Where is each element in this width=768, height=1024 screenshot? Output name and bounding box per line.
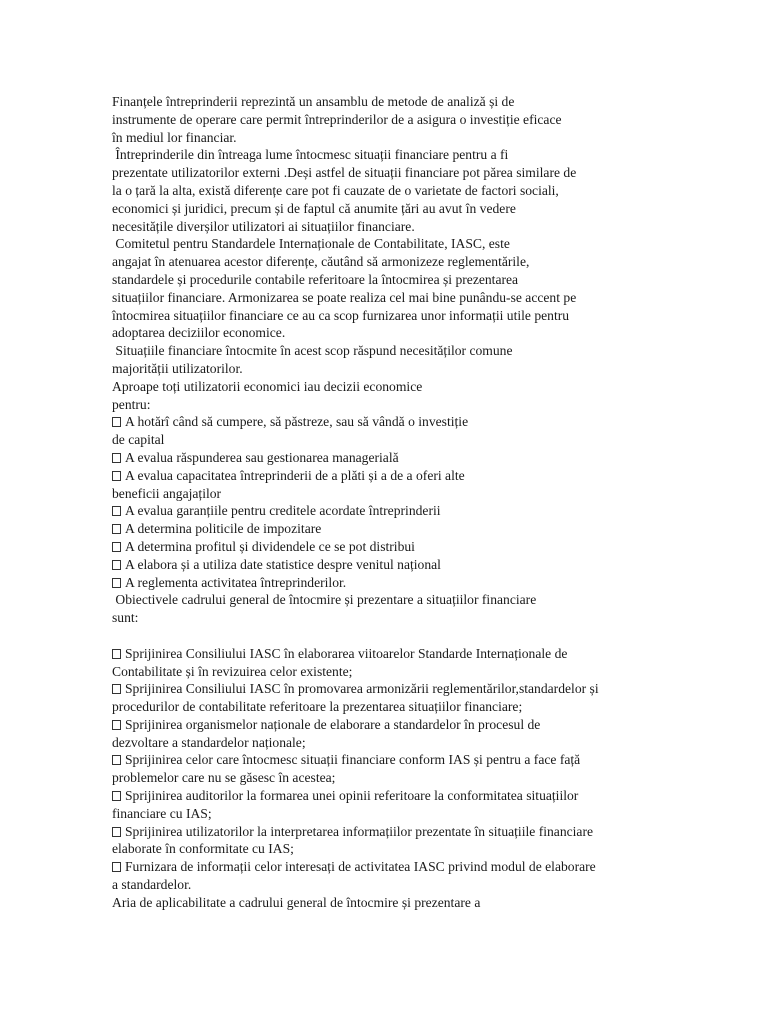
line-text: A evalua garanțiile pentru creditele acordate întreprinderii: [125, 503, 441, 519]
text-line: [112, 342, 632, 360]
text-line: [112, 894, 632, 912]
line-text: la o țară la alta, există diferențe care pot fi cauzate de o varietate de factori sociali,: [112, 182, 559, 198]
line-text: Comitetul pentru Standardele Internaționale de Contabilitate, IASC, este: [112, 236, 510, 252]
text-line: [112, 485, 632, 503]
line-text: situațiilor financiare. Armonizarea se poate realiza cel mai bine punându-se accent pe: [112, 289, 577, 305]
line-text: A evalua răspunderea sau gestionarea managerială: [125, 449, 399, 465]
bullet-line: [112, 449, 632, 467]
bullet-line: [112, 751, 632, 769]
bullet-box-icon: [112, 524, 121, 534]
bullet-box-icon: [112, 827, 121, 837]
line-text: Situațiile financiare întocmite în acest scop răspund necesităților comune: [112, 343, 513, 359]
blank-line: [112, 627, 632, 645]
bullet-box-icon: [112, 542, 121, 552]
line-text: angajat în atenuarea acestor diferențe, căutând să armonizeze reglementările,: [112, 254, 530, 270]
line-text: Sprijinirea auditorilor la formarea unei opinii referitoare la conformitatea situațiilor: [125, 788, 579, 804]
text-line: [112, 840, 632, 858]
bullet-line: [112, 413, 632, 431]
bullet-box-icon: [112, 684, 121, 694]
text-line: [112, 182, 632, 200]
document-body: [112, 93, 632, 912]
line-text: a standardelor.: [112, 877, 192, 893]
bullet-box-icon: [112, 720, 121, 730]
line-text: Sprijinirea utilizatorilor la interpretarea informațiilor prezentate în situațiile financiare: [125, 823, 594, 839]
line-text: majorității utilizatorilor.: [112, 360, 243, 376]
text-line: [112, 663, 632, 681]
bullet-box-icon: [112, 862, 121, 872]
line-text: prezentate utilizatorilor externi .Deși astfel de situații financiare pot părea similare de: [112, 165, 577, 181]
text-line: [112, 129, 632, 147]
line-text: standardele și procedurile contabile referitoare la întocmirea și prezentarea: [112, 271, 519, 287]
text-line: [112, 200, 632, 218]
text-line: [112, 876, 632, 894]
text-line: [112, 253, 632, 271]
bullet-box-icon: [112, 506, 121, 516]
line-text: Obiectivele cadrului general de întocmire și prezentare a situațiilor financiare: [112, 592, 537, 608]
line-text: elaborate în conformitate cu IAS;: [112, 841, 294, 857]
bullet-box-icon: [112, 417, 121, 427]
line-text: Contabilitate și în revizuirea celor existente;: [112, 663, 353, 679]
line-text: Întreprinderile din întreaga lume întocmesc situații financiare pentru a fi: [112, 147, 509, 163]
line-text: sunt:: [112, 610, 139, 626]
text-line: [112, 734, 632, 752]
bullet-box-icon: [112, 560, 121, 570]
line-text: în mediul lor financiar.: [112, 129, 237, 145]
line-text: A hotărî când să cumpere, să păstreze, sau să vândă o investiție: [125, 414, 469, 430]
text-line: [112, 431, 632, 449]
line-text: Finanțele întreprinderii reprezintă un ansamblu de metode de analiză și de: [112, 94, 515, 109]
text-line: [112, 307, 632, 325]
line-text: A reglementa activitatea întreprinderilor.: [125, 574, 347, 590]
line-text: necesitățile diverșilor utilizatori ai situațiilor financiare.: [112, 218, 415, 234]
text-line: [112, 289, 632, 307]
line-text: întocmirea situațiilor financiare ce au ca scop furnizarea unor informații utile pentru: [112, 307, 570, 323]
line-text: A determina profitul și dividendele ce se pot distribui: [125, 538, 415, 554]
bullet-line: [112, 823, 632, 841]
bullet-line: [112, 680, 632, 698]
bullet-box-icon: [112, 791, 121, 801]
line-text: problemelor care nu se găsesc în acestea;: [112, 770, 336, 786]
bullet-line: [112, 556, 632, 574]
line-text: pentru:: [112, 396, 151, 412]
bullet-box-icon: [112, 578, 121, 588]
line-text: A evalua capacitatea întreprinderii de a plăti și a de a oferi alte: [125, 467, 465, 483]
bullet-line: [112, 858, 632, 876]
text-line: [112, 360, 632, 378]
line-text: instrumente de operare care permit întreprinderilor de a asigura o investiție eficace: [112, 111, 562, 127]
text-line: [112, 324, 632, 342]
line-text: beneficii angajaților: [112, 485, 222, 501]
bullet-box-icon: [112, 755, 121, 765]
text-line: [112, 591, 632, 609]
line-text: de capital: [112, 432, 165, 448]
line-text: A determina politicile de impozitare: [125, 521, 322, 537]
text-line: [112, 698, 632, 716]
text-line: [112, 271, 632, 289]
text-line: [112, 218, 632, 236]
bullet-line: [112, 716, 632, 734]
text-line: [112, 609, 632, 627]
text-line: [112, 396, 632, 414]
line-text: Furnizara de informații celor interesați de activitatea IASC privind modul de elaborare: [125, 859, 596, 875]
text-line: [112, 805, 632, 823]
bullet-line: [112, 467, 632, 485]
line-text: adoptarea deciziilor economice.: [112, 325, 286, 341]
bullet-line: [112, 645, 632, 663]
line-text: financiare cu IAS;: [112, 805, 212, 821]
line-text: A elabora și a utiliza date statistice despre venitul național: [125, 556, 441, 572]
line-text: Sprijinirea celor care întocmesc situații financiare conform IAS și pentru a face față: [125, 752, 581, 768]
text-line: [112, 378, 632, 396]
bullet-box-icon: [112, 471, 121, 481]
bullet-box-icon: [112, 453, 121, 463]
text-line: [112, 235, 632, 253]
bullet-line: [112, 538, 632, 556]
text-line: [112, 111, 632, 129]
line-text: Sprijinirea organismelor naționale de elaborare a standardelor în procesul de: [125, 716, 541, 732]
line-text: Sprijinirea Consiliului IASC în elaborarea viitoarelor Standarde Internaționale de: [125, 645, 568, 661]
line-text: economici și juridici, precum și de faptul că anumite țări au avut în vedere: [112, 200, 516, 216]
bullet-line: [112, 574, 632, 592]
line-text: procedurilor de contabilitate referitoare la prezentarea situațiilor financiare;: [112, 699, 523, 715]
bullet-line: [112, 502, 632, 520]
line-text: dezvoltare a standardelor naționale;: [112, 734, 306, 750]
line-text: Aproape toți utilizatorii economici iau decizii economice: [112, 378, 423, 394]
bullet-box-icon: [112, 649, 121, 659]
text-line: [112, 93, 632, 111]
bullet-line: [112, 787, 632, 805]
text-line: [112, 146, 632, 164]
line-text: Sprijinirea Consiliului IASC în promovarea armonizării reglementărilor,standardelor și: [125, 681, 599, 697]
bullet-line: [112, 520, 632, 538]
line-text: Aria de aplicabilitate a cadrului general de întocmire și prezentare a: [112, 894, 481, 910]
text-line: [112, 164, 632, 182]
text-line: [112, 769, 632, 787]
